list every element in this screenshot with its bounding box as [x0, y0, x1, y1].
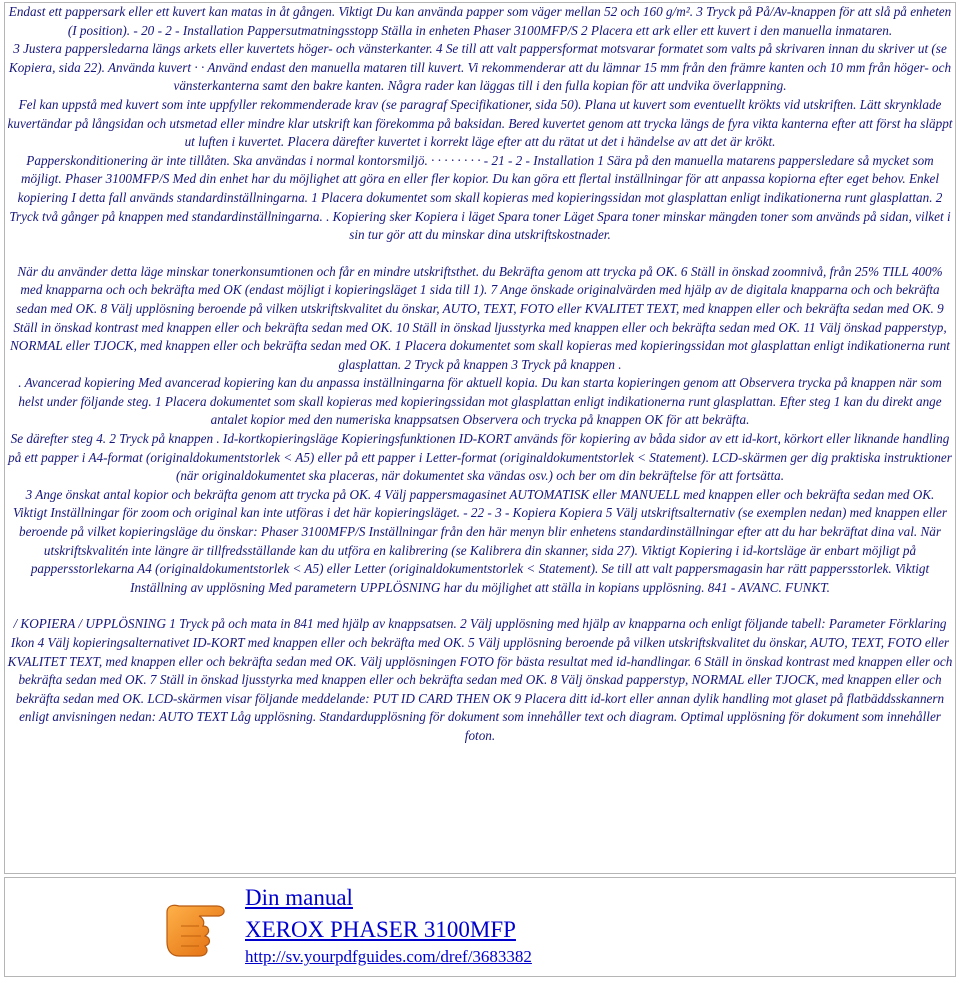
paragraph-4: Papperskonditionering är inte tillåten. Ska användas i normal kontorsmiljö. · · · · · · · · - 21 - 2 - Installation 1 Särа på den manuella matarens pappersledare så mycket som möjligt. Phaser 3100MFP/S Med din enhet har du möjlighet att göra en eller fler kopior. Du kan göra ett flertal inställningar för att anpassa kopiorna efter eget behov. Enkel kopiering I detta fall används standardinställningarna. 1 Placera dokumentet som skall kopieras med kopieringssidan mot glasplattan enligt indikationerna runt glasplattan. 2 Tryck två gånger på knappen med standardinställningarna. . Kopiering sker Kopiera i läget Spara toner Läget Spara toner minskar mängden toner som används på sidan, vilket i sin tur gör att du minskar dina utskriftskostnader.: [9, 152, 951, 243]
paragraph-6: . Avancerad kopiering Med avancerad kopiering kan du anpassa inställningarna för aktuell kopia. Du kan starta kopieringen genom att Observera trycka på knappen när som helst under följande steg. 1 Placera dokumentet som skall kopieras med kopieringssidan mot glasplattan enligt indikationerna runt glasplattan. Efter steg 1 kan du direkt ange antalet kopior med den numeriska knappsatsen Observera och trycka på knappen OK för att bekräfta.: [18, 375, 942, 428]
paragraph-2: 3 Justera pappersledarna längs arkets eller kuvertets höger- och vänsterkanter. 4 Se till att valt pappersformat motsvarar formatet som valts på skrivaren innan du skriver ut (se Kopiera, sida 22). Använda kuvert · · Använd endast den manuella mataren till kuvert. Vi rekommenderar att du lämnar 15 mm från den främre kanten och 10 mm från höger- och vänsterkanterna samt den bakre kanten. Några rader kan läggas till i den fulla kopian för att undvika överlappning.: [8, 41, 952, 94]
document-text-panel: [4, 2, 956, 874]
pointing-hand-icon: [159, 882, 235, 970]
paragraph-1: Endast ett pappersark eller ett kuvert kan matas in åt gången. Viktigt Du kan använda papper som väger mellan 52 och 160 g/m². 3 Tryck på På/Av-knappen för att slå på enheten (I position). - 20 - 2 - Installation Pappersutmatningsstopp Ställa in enheten Phaser 3100MFP/S 2 Placera ett ark eller ett kuvert i den manuella inmataren.: [8, 4, 952, 38]
footer-panel: [4, 877, 956, 977]
url-link[interactable]: http://sv.yourpdfguides.com/dref/3683382: [245, 947, 532, 966]
paragraph-3: Fel kan uppstå med kuvert som inte uppfyller rekommenderade krav (se paragraf Specifikationer, sida 50). Plana ut kuvert som eventuellt krökts vid utskriften. Lätt skrynklade kuvertändar på långsidan och utsmetad eller mindre klar utskrift kan förekomma på baksidan. Bered kuvertet genom att trycka längs de fyra vikta kanterna efter att först ha släppt ut luften i kuvertet. Placera därefter kuvertet i korrekt läge efter att du rätat ut det i händelse av att det är krökt.: [7, 96, 953, 150]
paragraph-9: / KOPIERA / UPPLÖSNING 1 Tryck på och mata in 841 med hjälp av knappsatsen. 2 Välj upplösning med hjälp av knapparna och enligt följande tabell: Parameter Förklaring Ikon 4 Välj kopieringsalternativet ID-KORT med knappen eller och bekräfta med OK. 5 Välj upplösning beroende på vilken utskriftskvalitet du önskar, AUTO, TEXT, FOTO eller KVALITET TEXT, med knappen eller och bekräfta sedan med OK. Välj upplösningen FOTO för bästa resultat med id-handlingar. 6 Ställ in önskad kontrast med knappen eller och bekräfta sedan med OK. 7 Ställ in önskad ljusstyrka med knappen eller och bekräfta sedan med OK. 8 Välj önskad papperstyp, NORMAL eller TJOCK, med knappen eller och bekräfta sedan med OK. LCD-skärmen visar följande meddelande: PUT ID CARD THEN OK 9 Placera ditt id-kort eller annan dylik handling mot glaset på flatbäddsskannern enligt anvisningen nedan: AUTO TEXT Låg upplösning. Standardupplösning för dokument som innehåller text och diagram. Optimal upplösning för dokument som innehåller foton.: [7, 616, 953, 743]
model-link[interactable]: XEROX PHASER 3100MFP: [245, 917, 516, 942]
paragraph-5: När du använder detta läge minskar tonerkonsumtionen och får en mindre utskriftsthet. du Bekräfta genom att trycka på OK. 6 Ställ in önskad zoomnivå, från 25% TILL 400% med knapparna och och bekräfta med OK (endast möjligt i kopieringsläget 1 sida till 1). 7 Ange önskade originalvärden med hjälp av de digitala knapparna och och bekräfta sedan med OK. 8 Välj upplösning beroende på vilken utskriftskvalitet du önskar, AUTO, TEXT, FOTO eller KVALITET TEXT, med knappen eller och bekräfta sedan med OK. 9 Ställ in önskad kontrast med knappen eller och bekräfta sedan med OK. 10 Ställ in önskad ljusstyrka med knappen eller och bekräfta sedan med OK. 11 Välj önskad papperstyp, NORMAL eller TJOCK, med knappen eller och bekräfta sedan med OK. 1 Placera dokumentet som skall kopieras med kopieringssidan mot glasplattan enligt indikationerna runt glasplattan. 2 Tryck på knappen 3 Tryck på knappen .: [10, 263, 950, 372]
document-body: [5, 3, 955, 746]
manual-link[interactable]: Din manual: [245, 885, 353, 910]
paragraph-7: Se därefter steg 4. 2 Tryck på knappen . Id-kortkopieringsläge Kopieringsfunktionen ID-KORT används för kopiering av båda sidor av ett id-kort, körkort eller liknande handling på ett papper i A4-format (originaldokumentstorlek < A5) eller på ett papper i Letter-format (originaldokumentstorlek < Statement). LCD-skärmen ger dig praktiska instruktioner (när originaldokumentet ska placeras, när dokumentet ska vändas osv.) och ber om din bekräftelse för att fortsätta.: [8, 431, 952, 484]
paragraph-8: 3 Ange önskat antal kopior och bekräfta genom att trycka på OK. 4 Välj pappersmagasinet AUTOMATISK eller MANUELL med knappen eller och bekräfta sedan med OK. Viktigt Inställningar för zoom och original kan inte utföras i det här kopieringsläget. - 22 - 3 - Kopiera Kopiera 5 Välj utskriftsalternativ (se exemplen nedan) med knappen eller beroende på vilket kopieringsläge du önskar: Phaser 3100MFP/S Inställningar från den här menyn blir enhetens standardinställningar efter att du har bekräftat dina val. När utskriftskvalitén inte längre är tillfredsställande kan du utföra en kalibrering (se Kalibrera din skanner, sida 27). Viktigt Kopiering i id-kortsläge är enbart möjligt på pappersstorlekarna A4 (originaldokumentstorlek < A5) eller Letter (originaldokumentstorlek < Statement). Se till att valt pappersmagasin har rätt pappersstorlek. Viktigt Inställning av upplösning Med parametern UPPLÖSNING har du möjlighet att ställa in kopians upplösning. 841 - AVANC. FUNKT.: [12, 486, 948, 595]
